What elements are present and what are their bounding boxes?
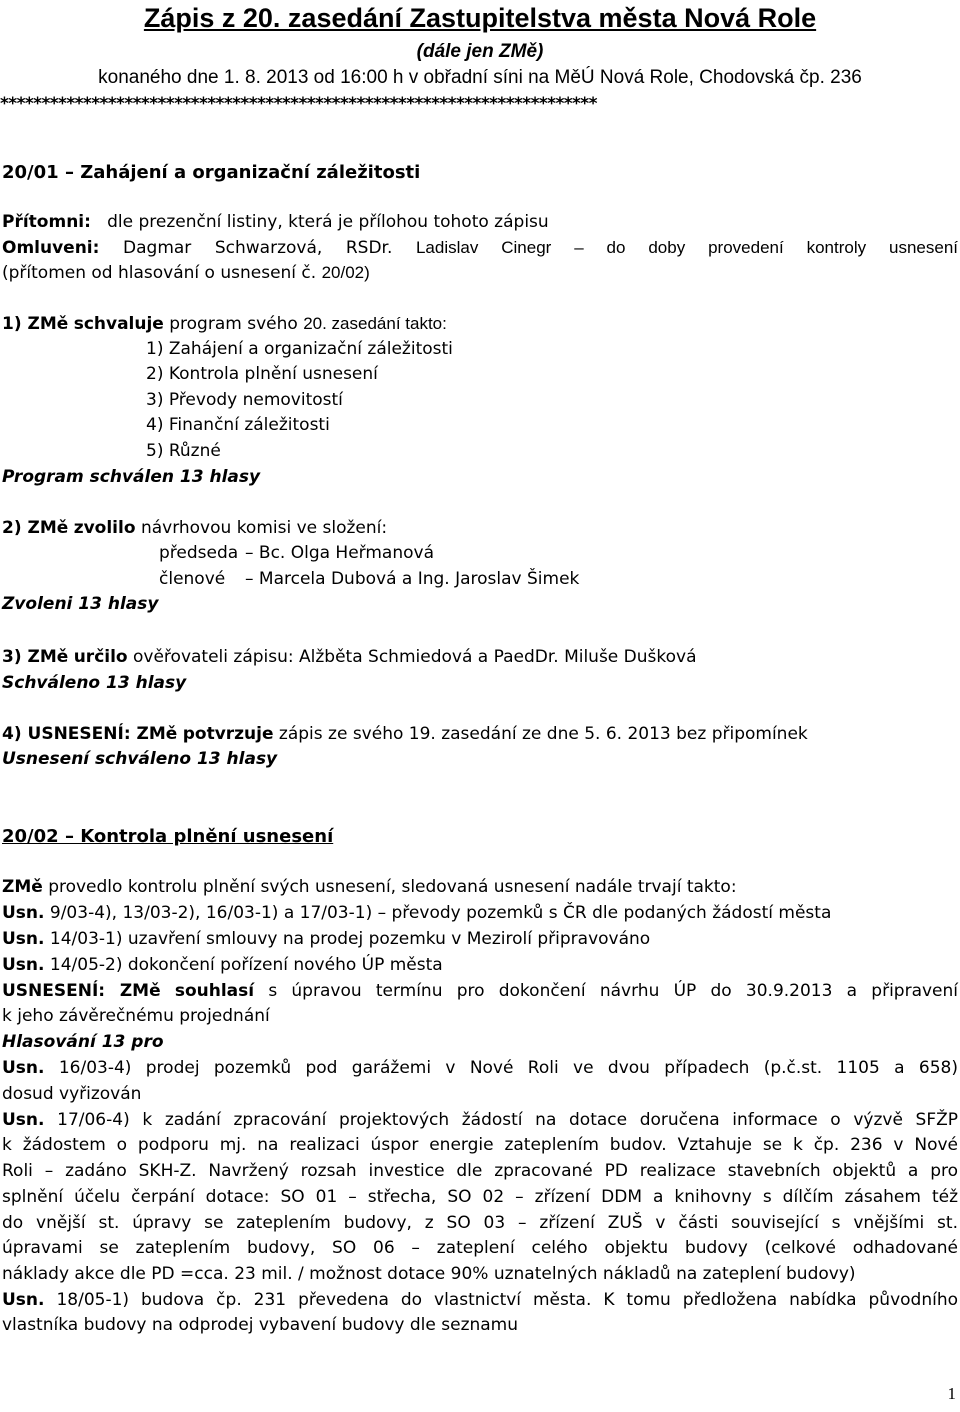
- excused-person-1: Dagmar Schwarzová, RSDr.: [123, 238, 393, 258]
- committee-vote: Zvoleni 13 hlasy: [2, 594, 159, 614]
- program-vote: Program schválen 13 hlasy: [2, 467, 261, 487]
- resolution-verb: souhlasí: [174, 981, 255, 1001]
- resolution-text-2: 14/03-1) uzavření smlouvy na prodej pozemku v Mezirolí připravováno: [49, 929, 651, 949]
- committee-chair-label: předseda: [159, 543, 239, 563]
- excused-line: [2, 235, 958, 261]
- program-item-5: 5) Různé: [146, 441, 221, 461]
- present-label: Přítomni:: [2, 212, 91, 232]
- excused-note: [2, 260, 370, 286]
- resolution-line-5: [2, 1108, 958, 1133]
- excused-note-number: 20/02): [321, 263, 370, 282]
- control-intro-text: provedlo kontrolu plnění svých usnesení, sledovaná usnesení nadále trvají takto:: [48, 877, 737, 897]
- item-2-text: návrhovou komisi ve složení:: [140, 518, 388, 538]
- program-item-4: 4) Finanční záležitosti: [146, 415, 330, 435]
- resolution-text-5: 17/06-4) k zadání zpracování projektových žádostí na dotace doručena informace o výzvě SFŽP: [57, 1110, 958, 1130]
- present-text: dle prezenční listiny, která je přílohou tohoto zápisu: [107, 212, 549, 232]
- item-1-number: 1) ZMě: [2, 314, 69, 334]
- program-item-2: 2) Kontrola plnění usnesení: [146, 364, 378, 384]
- resolution-5-line: do vnější st. úpravy se zateplením budovy, z SO 03 – zřízení ZUŠ v části související s vnějšími st.: [2, 1213, 958, 1233]
- program-item-1: 1) Zahájení a organizační záležitosti: [146, 339, 453, 359]
- page-subtitle: (dále jen ZMě): [416, 41, 544, 62]
- item-2-line: [2, 516, 387, 541]
- usn-label: Usn.: [2, 1290, 45, 1310]
- usn-label: Usn.: [2, 955, 45, 975]
- item-1-verb: schvaluje: [73, 314, 164, 334]
- resolution-text-6: 18/05-1) budova čp. 231 převedena do vlastnictví města. K tomu předložena nabídka původního: [56, 1290, 959, 1310]
- item-4-verb: potvrzuje: [182, 724, 274, 744]
- program-item-3: 3) Převody nemovitostí: [146, 390, 343, 410]
- item-1-line: [2, 311, 447, 337]
- excused-person-2: Ladislav Cinegr – do doby provedení kontroly usnesení: [415, 238, 959, 257]
- resolution-text-4b: dosud vyřizován: [2, 1084, 142, 1104]
- resolution-line-4: [2, 1056, 958, 1081]
- page-number: 1: [947, 1384, 956, 1403]
- item-3-number: 3) ZMě: [2, 647, 69, 667]
- meeting-date-line: konaného dne 1. 8. 2013 od 16:00 h v obřadní síni na MěÚ Nová Role, Chodovská čp. 236: [98, 67, 862, 88]
- item-2-number: 2) ZMě: [2, 518, 69, 538]
- resolution-approval-line: [2, 979, 958, 1004]
- resolution-5-line: k žádostem o podporu mj. na realizaci úspor energie zateplením budov. Vztahuje se k čp. 236 v Nové: [2, 1135, 958, 1155]
- resolution-label: USNESENÍ: ZMě: [2, 981, 161, 1001]
- resolution-line-2: [2, 927, 650, 952]
- resolution-5-line: splnění účelu čerpání dotace: SO 01 – střecha, SO 02 – zřízení DDM a knihovny s dílčím zásahem též: [2, 1187, 958, 1207]
- resolution-5-line: úpravami se zateplením budovy, SO 06 – zateplení celého objektu budovy (celkové odhadované: [2, 1238, 958, 1258]
- item-3-text: ověřovateli zápisu: Alžběta Schmiedová a PaedDr. Miluše Dušková: [133, 647, 697, 667]
- item-4-line: [2, 722, 808, 747]
- present-line: [2, 210, 549, 235]
- minutes-vote: Usnesení schváleno 13 hlasy: [2, 749, 278, 769]
- resolution-text-4: 16/03-4) prodej pozemků pod garážemi v Nové Roli ve dvou případech (p.č.st. 1105 a 658): [58, 1058, 959, 1078]
- resolution-line-1: [2, 901, 831, 926]
- usn-label: Usn.: [2, 903, 45, 923]
- item-4-text: zápis ze svého 19. zasedání ze dne 5. 6. 2013 bez připomínek: [278, 724, 808, 744]
- resolution-line-3: [2, 953, 443, 978]
- verifiers-vote: Schváleno 13 hlasy: [2, 673, 187, 693]
- resolution-line-6: [2, 1288, 958, 1313]
- resolution-text-1: 9/03-4), 13/03-2), 16/03-1) a 17/03-1) – převody pozemků s ČR dle podaných žádostí města: [49, 903, 832, 923]
- item-4-number: 4) USNESENÍ: ZMě: [2, 724, 178, 744]
- page-title: Zápis z 20. zasedání Zastupitelstva města Nová Role: [143, 3, 817, 33]
- usn-label: Usn.: [2, 1110, 45, 1130]
- item-1-text: program svého: [169, 314, 298, 334]
- item-3-line: [2, 645, 697, 670]
- section-heading-20-01: 20/01 – Zahájení a organizační záležitosti: [2, 162, 421, 183]
- excused-label: Omluveni:: [2, 238, 100, 258]
- resolution-text-6b: vlastníka budovy na odprodej vybavení budovy dle seznamu: [2, 1315, 519, 1335]
- control-intro-label: ZMě: [2, 877, 43, 897]
- committee-members-label: členové: [159, 569, 226, 589]
- item-1-text-2: 20. zasedání takto:: [303, 314, 447, 333]
- star-divider: ************************************************************************: [0, 94, 597, 114]
- control-intro: [2, 875, 737, 900]
- resolution-vote: Hlasování 13 pro: [2, 1032, 164, 1052]
- committee-members: – Marcela Dubová a Ing. Jaroslav Šimek: [245, 569, 580, 589]
- resolution-approval-text-2: k jeho závěrečnému projednání: [2, 1006, 270, 1026]
- usn-label: Usn.: [2, 929, 45, 949]
- usn-label: Usn.: [2, 1058, 45, 1078]
- resolution-5-line: náklady akce dle PD =cca. 23 mil. / možnost dotace 90% uznatelných nákladů na zateplení budovy): [2, 1264, 856, 1284]
- resolution-approval-text: s úpravou termínu pro dokončení návrhu ÚP do 30.9.2013 a připravení: [268, 981, 959, 1001]
- resolution-5-line: Roli – zadáno SKH-Z. Navržený rozsah investice dle zpracované PD realizace stavebních objektů a pro: [2, 1161, 958, 1181]
- excused-note-text: (přítomen od hlasování o usnesení č.: [2, 263, 317, 283]
- committee-chair: – Bc. Olga Heřmanová: [245, 543, 435, 563]
- item-2-verb: zvolilo: [73, 518, 136, 538]
- section-heading-20-02: 20/02 – Kontrola plnění usnesení: [2, 826, 334, 847]
- resolution-text-3: 14/05-2) dokončení pořízení nového ÚP města: [49, 955, 443, 975]
- item-3-verb: určilo: [73, 647, 128, 667]
